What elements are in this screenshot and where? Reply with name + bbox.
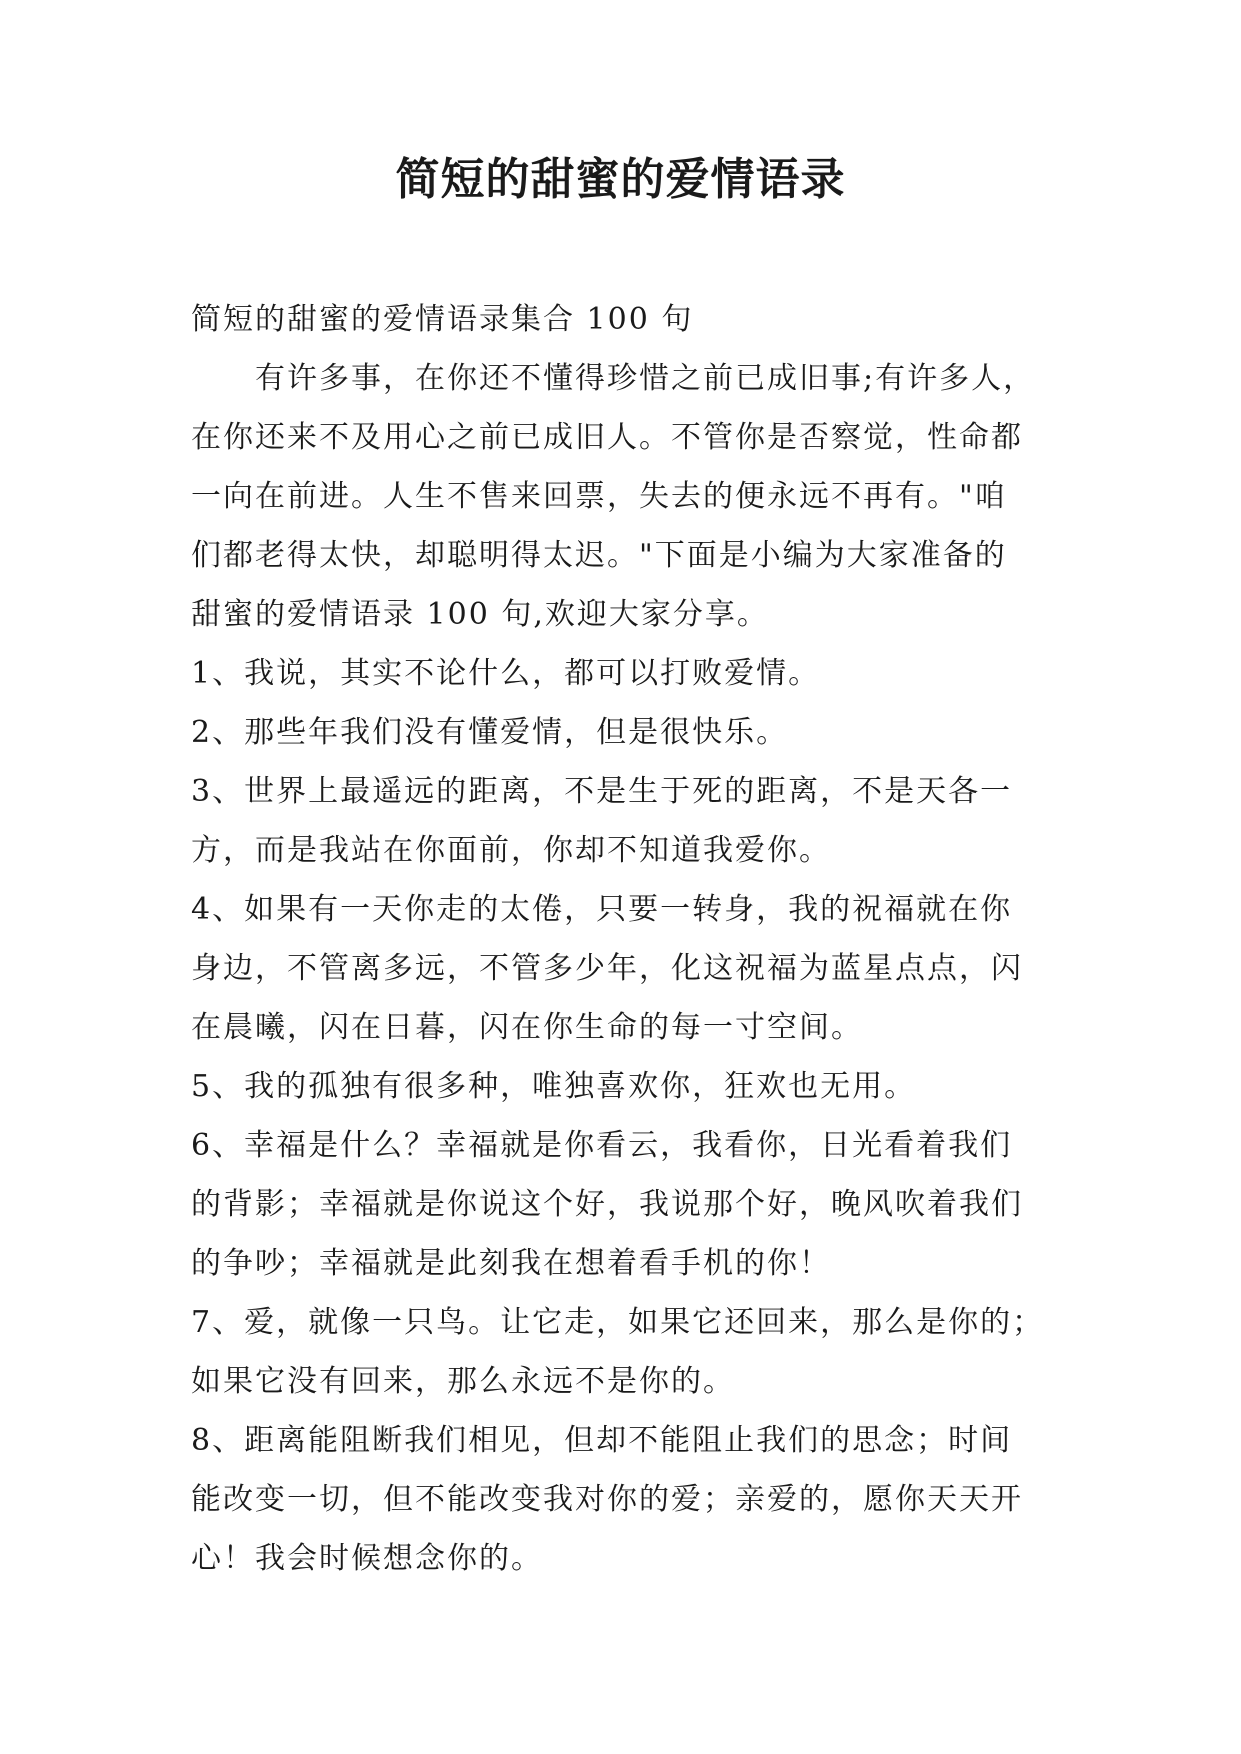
- body-line: 能改变一切，但不能改变我对你的爱；亲爱的，愿你天天开: [191, 1482, 1023, 1517]
- body-line: 有许多事，在你还不懂得珍惜之前已成旧事;有许多人，: [191, 361, 1036, 396]
- body-line: 6、幸福是什么？幸福就是你看云，我看你，日光看着我们: [191, 1128, 1013, 1163]
- body-line: 方，而是我站在你面前，你却不知道我爱你。: [191, 833, 831, 868]
- body-line: 们都老得太快，却聪明得太迟。"下面是小编为大家准备的: [191, 538, 1007, 573]
- body-line: 3、世界上最遥远的距离，不是生于死的距离，不是天各一: [191, 774, 1013, 809]
- body-line: 简短的甜蜜的爱情语录集合 100 句: [191, 302, 694, 337]
- body-line: 在晨曦，闪在日暮，闪在你生命的每一寸空间。: [191, 1010, 863, 1045]
- body-line: 身边，不管离多远，不管多少年，化这祝福为蓝星点点，闪: [191, 951, 1023, 986]
- body-line: 4、如果有一天你走的太倦，只要一转身，我的祝福就在你: [191, 892, 1013, 927]
- body-line: 甜蜜的爱情语录 100 句,欢迎大家分享。: [191, 597, 769, 632]
- document-title: 简短的甜蜜的爱情语录: [395, 154, 846, 205]
- body-line: 7、爱，就像一只鸟。让它走，如果它还回来，那么是你的；: [191, 1305, 1045, 1340]
- body-line: 一向在前进。人生不售来回票，失去的便永远不再有。"咱: [191, 479, 1007, 514]
- body-line: 的背影；幸福就是你说这个好，我说那个好，晚风吹着我们: [191, 1187, 1023, 1222]
- body-line: 如果它没有回来，那么永远不是你的。: [191, 1364, 735, 1399]
- body-line: 2、那些年我们没有懂爱情，但是很快乐。: [191, 715, 789, 750]
- body-line: 5、我的孤独有很多种，唯独喜欢你，狂欢也无用。: [191, 1069, 917, 1104]
- body-line: 1、我说，其实不论什么，都可以打败爱情。: [191, 656, 821, 691]
- body-line: 在你还来不及用心之前已成旧人。不管你是否察觉，性命都: [191, 420, 1023, 455]
- body-line: 心！我会时候想念你的。: [191, 1541, 543, 1576]
- body-line: 的争吵；幸福就是此刻我在想着看手机的你！: [191, 1246, 831, 1281]
- document-body: [191, 290, 1061, 1588]
- body-line: 8、距离能阻断我们相见，但却不能阻止我们的思念；时间: [191, 1423, 1013, 1458]
